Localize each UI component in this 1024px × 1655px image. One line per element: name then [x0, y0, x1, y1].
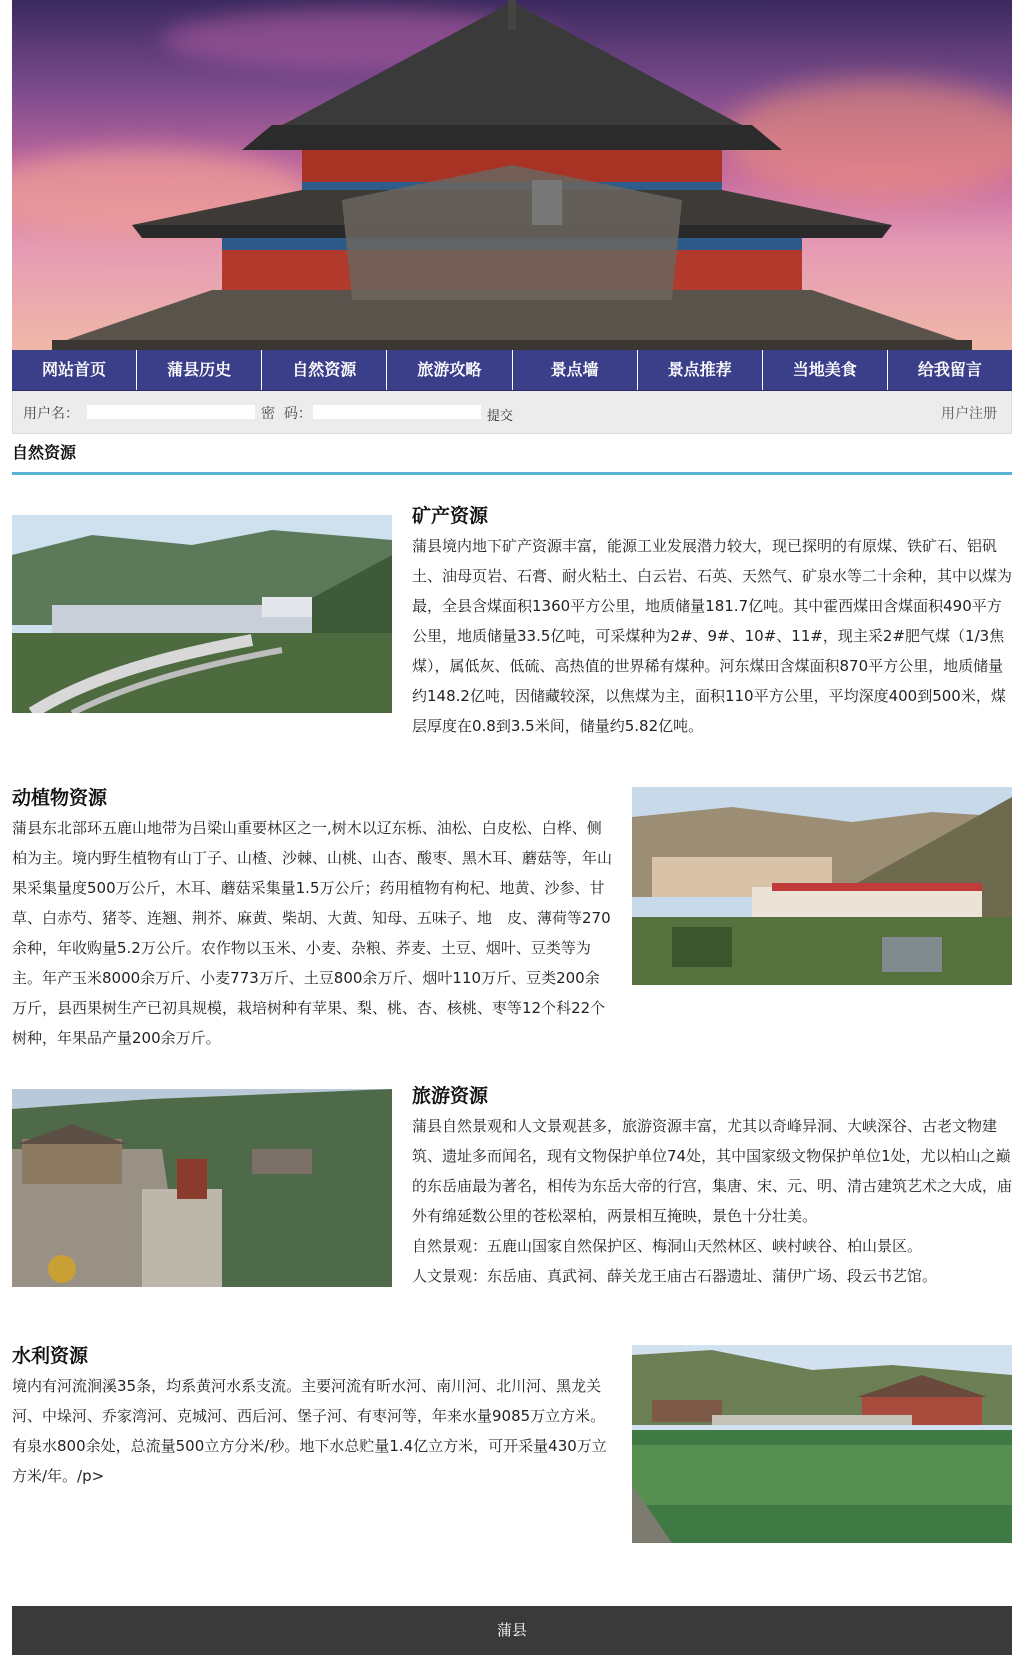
flora-photo [632, 787, 1012, 985]
main-nav [12, 350, 1012, 391]
nav-item-travel-guide[interactable]: 旅游攻略 [387, 350, 512, 390]
section-title: 自然资源 [12, 438, 1012, 475]
nav-item-recommended[interactable]: 景点推荐 [638, 350, 763, 390]
password-input[interactable] [313, 405, 481, 419]
mineral-section [12, 475, 1012, 775]
mineral-photo [12, 515, 392, 713]
register-link[interactable]: 用户注册 [941, 406, 997, 422]
submit-button[interactable]: 提交 [487, 409, 514, 424]
tourism-section [12, 1085, 1012, 1355]
tourism-intro: 蒲县自然景观和人文景观甚多，旅游资源丰富，尤其以奇峰异洞、大峡深谷、古老文物建筑、遗址多而闻名，现有文物保护单位74处，其中国家级文物保护单位1处，尤以柏山之巅的东岳庙最为著名，相传为东岳大帝的行宫，集唐、宋、元、明、清古建筑艺术之大成，庙外有绵延数公里的苍松翠柏，两景相互掩映，景色十分壮美。 [412, 1117, 1013, 1225]
mineral-title: 矿产资源 [412, 505, 489, 527]
nav-item-natural-resources[interactable]: 自然资源 [262, 350, 387, 390]
login-bar [12, 391, 1012, 434]
tourism-cultural: 人文景观：东岳庙、真武祠、薛关龙王庙古石器遗址、蒲伊广场、段云书艺馆。 [412, 1267, 938, 1285]
tourism-title: 旅游资源 [412, 1085, 489, 1107]
password-label: 密 码： [261, 406, 312, 422]
nav-item-history[interactable]: 蒲县历史 [137, 350, 262, 390]
header-banner-image [12, 0, 1012, 350]
water-photo [632, 1345, 1012, 1543]
flora-title: 动植物资源 [12, 787, 108, 809]
page [12, 0, 1012, 1615]
water-section [12, 1345, 1012, 1615]
username-label: 用户名： [23, 406, 79, 422]
username-input[interactable] [87, 405, 255, 419]
water-title: 水利资源 [12, 1345, 89, 1367]
nav-item-home[interactable]: 网站首页 [12, 350, 137, 390]
nav-item-guestbook[interactable]: 给我留言 [917, 360, 982, 379]
tourism-photo [12, 1089, 392, 1287]
nav-item-scenic-wall[interactable]: 景点墙 [513, 350, 638, 390]
footer: 蒲县 [12, 1606, 1012, 1655]
nav-item-local-food[interactable]: 当地美食 [763, 350, 888, 390]
mineral-text: 蒲县境内地下矿产资源丰富，能源工业发展潜力较大，现已探明的有原煤、铁矿石、铝矾土、油母页岩、石膏、耐火粘土、白云岩、石英、天然气、矿泉水等二十余种，其中以煤为最，全县含煤面积1360平方公里，地质储量181.7亿吨。其中霍西煤田含煤面积490平方公里，地质储量33.5亿吨，可采煤种为2#、9#、10#、11#，现主采2#肥气煤（1/3焦煤），属低灰、低硫、高热值的世界稀有煤种。河东煤田含煤面积870平方公里，地质储量约148.2亿吨，因储藏较深，以焦煤为主，面积110平方公里，平均深度400到500米，煤层厚度在0.8到3.5米间，储量约5.82亿吨。 [412, 537, 1013, 735]
water-text: 境内有河流涧溪35条，均系黄河水系支流。主要河流有昕水河、南川河、北川河、黑龙关河、中垛河、乔家湾河、克城河、西后河、堡子河、有枣河等，年来水量9085万立方米。有泉水800余处，总流量500立方分米/秒。地下水总贮量1.4亿立方米，可开采量430万立方米/年。/p> [12, 1377, 607, 1485]
pagoda-illustration [12, 0, 1012, 350]
tourism-natural: 自然景观：五鹿山国家自然保护区、梅洞山天然林区、峡村峡谷、柏山景区。 [412, 1237, 923, 1255]
tourism-text [412, 1111, 1012, 1291]
flora-text: 蒲县东北部环五鹿山地带为吕梁山重要林区之一,树木以辽东栎、油松、白皮松、白桦、侧柏为主。境内野生植物有山丁子、山楂、沙棘、山桃、山杏、酸枣、黑木耳、蘑菇等，年山果采集量度500万公斤，木耳、蘑菇采集量1.5万公斤；药用植物有枸杞、地黄、沙参、甘草、白赤芍、猪苓、连翘、荆芥、麻黄、柴胡、大黄、知母、五味子、地 皮、薄荷等270余种，年收购量5.2万公斤。农作物以玉米、小麦、杂粮、荞麦、土豆、烟叶、豆类等为主。年产玉米8000余万斤、小麦773万斤、土豆800余万斤、烟叶110万斤、豆类200余万斤，县西果树生产已初具规模，栽培树种有苹果、梨、桃、杏、核桃、枣等12个科22个树种，年果品产量200余万斤。 [12, 819, 613, 1047]
flora-section [12, 775, 1012, 1085]
